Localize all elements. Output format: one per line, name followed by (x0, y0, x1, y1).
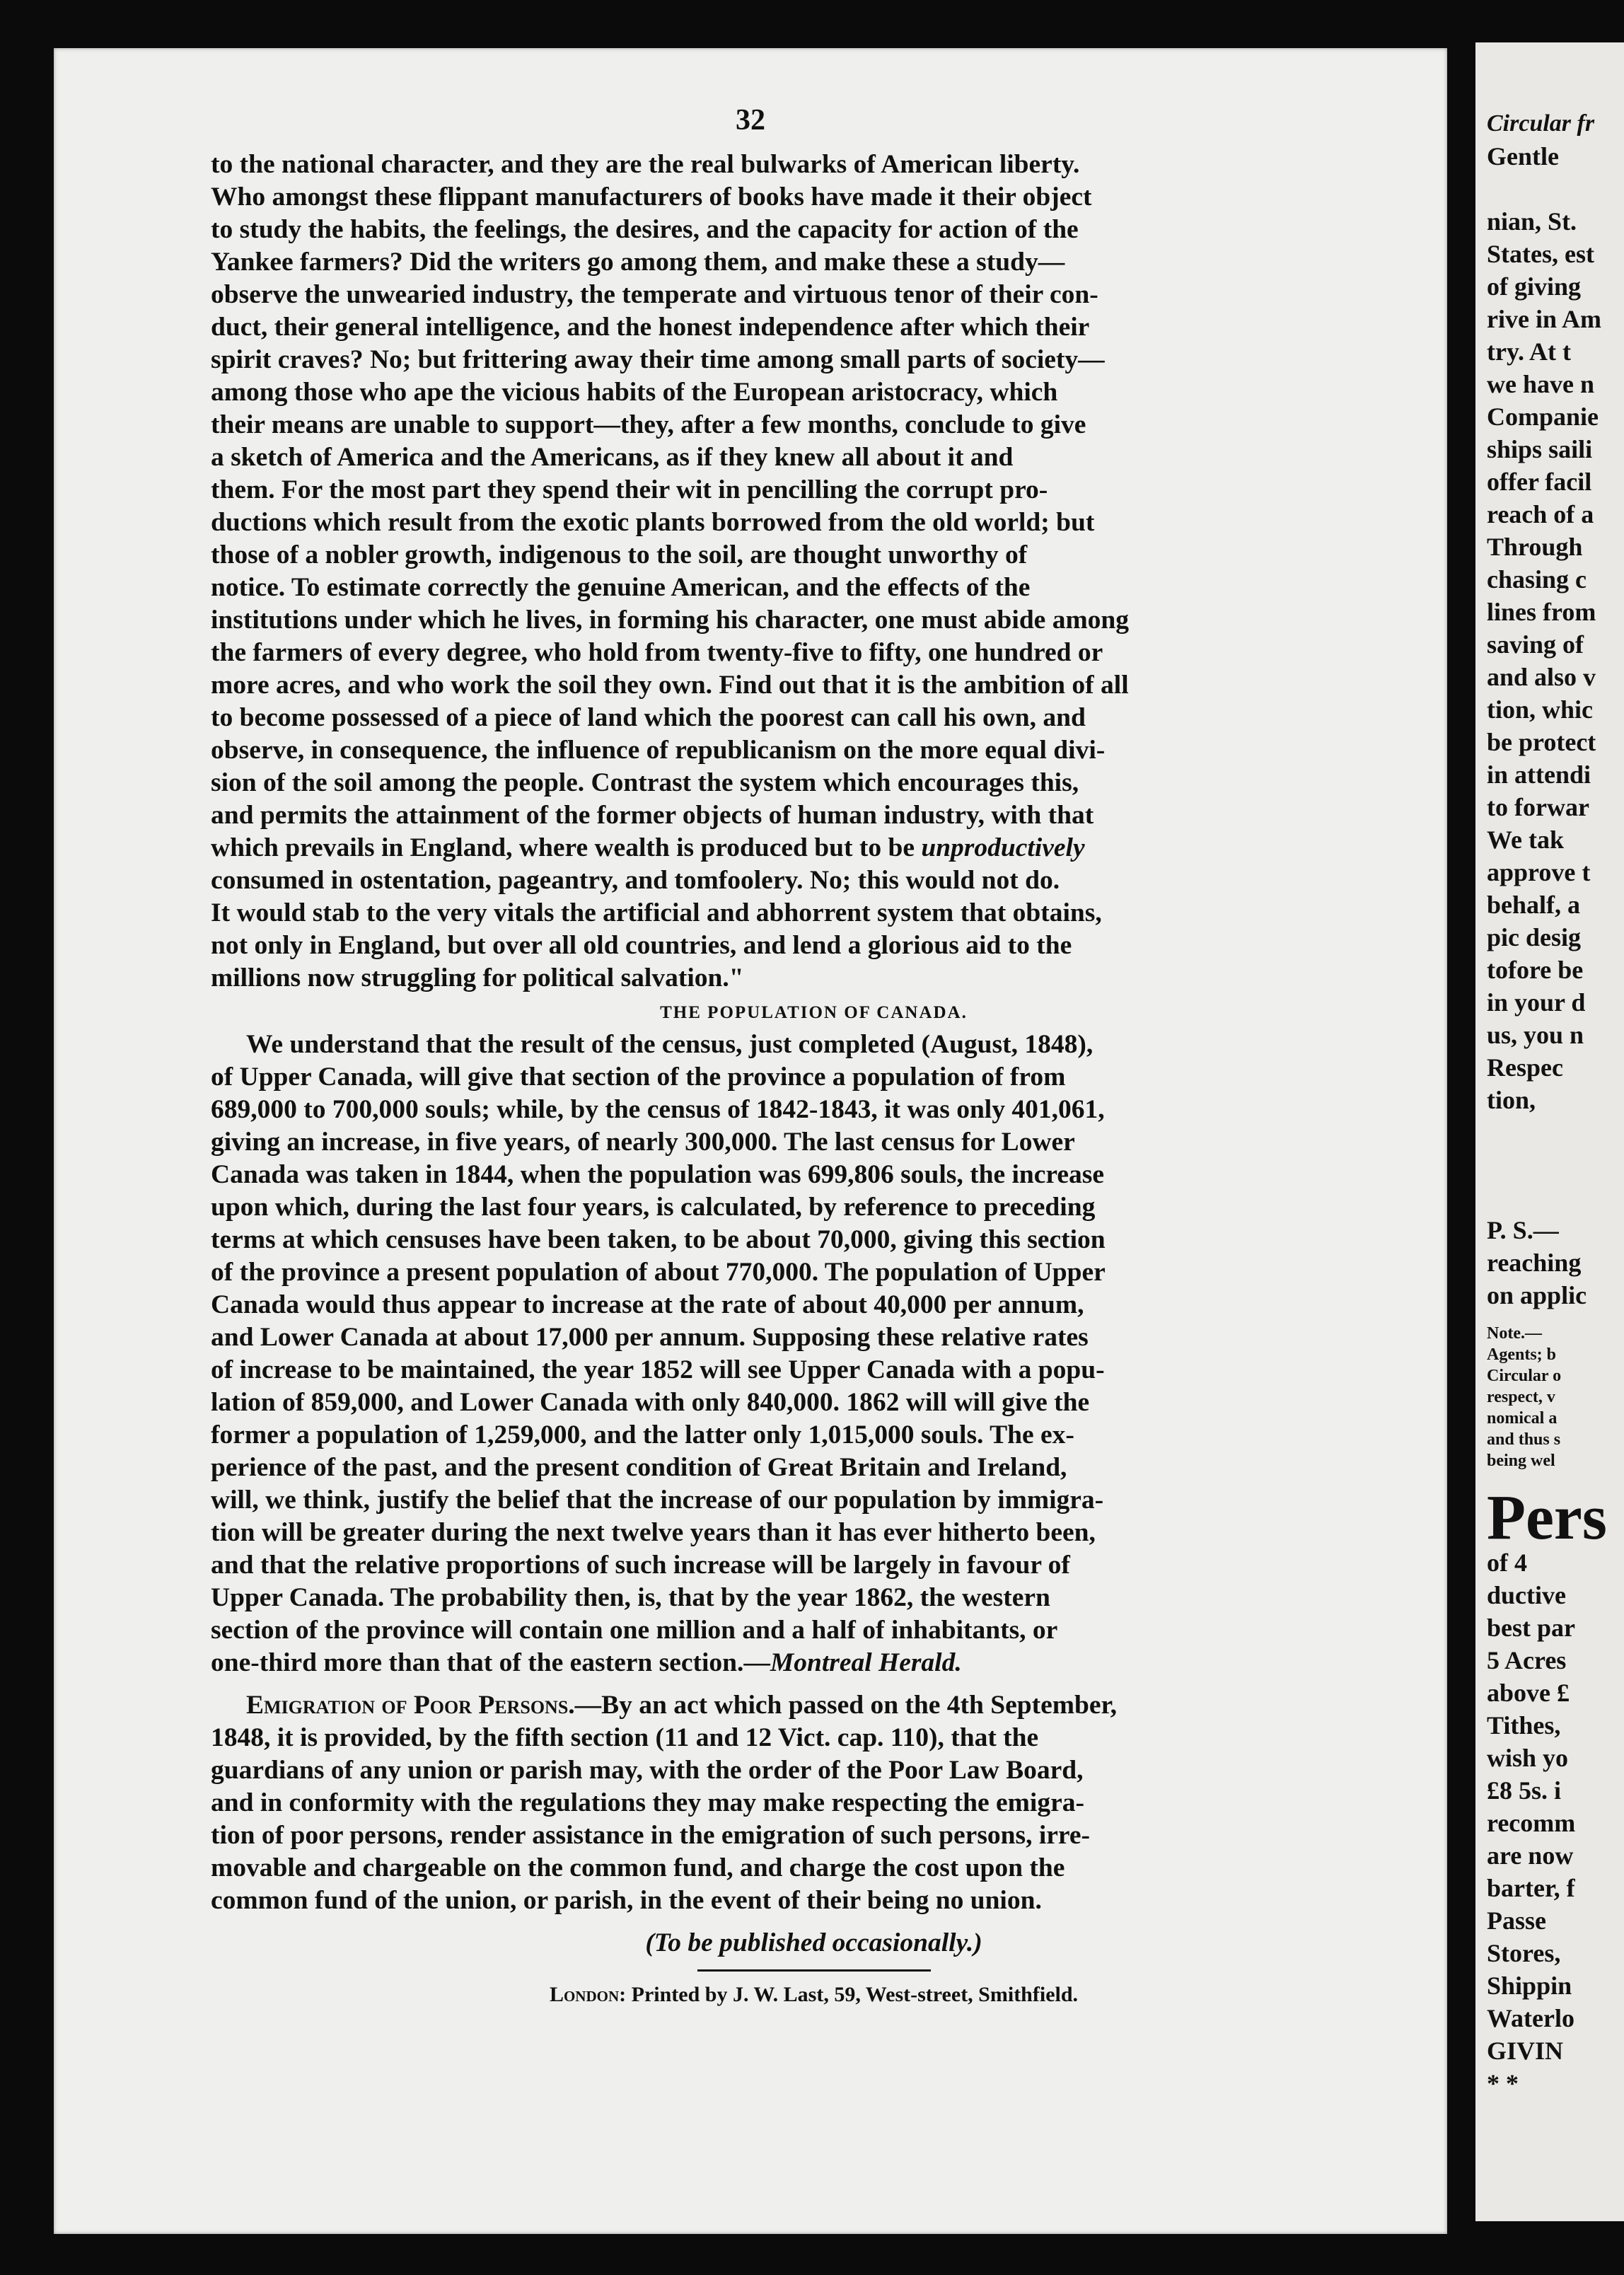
adjacent-text-line: saving of (1487, 630, 1584, 659)
text-line: common fund of the union, or parish, in the event of their being no union. (211, 1886, 1042, 1915)
adjacent-text-line: wish yo (1487, 1744, 1569, 1772)
adjacent-text-line: ships saili (1487, 435, 1593, 463)
text-line: duct, their general intelligence, and the honest independence after which their (211, 313, 1090, 342)
adjacent-page-big-letter: Pers (1487, 1483, 1607, 1553)
text-line: terms at which censuses have been taken, to be about 70,000, giving this section (211, 1225, 1106, 1254)
adjacent-small-line: nomical a (1487, 1409, 1558, 1428)
adjacent-text-line (1475, 1149, 1624, 1181)
adjacent-small-line: Circular o (1487, 1367, 1562, 1385)
adjacent-text-line: offer facil (1487, 468, 1592, 496)
text-line: We understand that the result of the census, just completed (August, 1848), (246, 1030, 1094, 1059)
text-line: Canada would thus appear to increase at the rate of about 40,000 per annum, (211, 1290, 1084, 1319)
italic-word: unproductively (921, 833, 1085, 862)
adjacent-text-line: tion, whic (1487, 695, 1594, 724)
adjacent-text-line: GIVIN (1487, 2037, 1564, 2065)
text-line: to the national character, and they are the real bulwarks of American liberty. (211, 150, 1080, 179)
text-line: section of the province will contain one million and a half of inhabitants, or (211, 1616, 1058, 1645)
text-line: will, we think, justify the belief that the increase of our population by immigra- (211, 1486, 1104, 1515)
adjacent-text-line: ductive (1487, 1581, 1566, 1609)
emigration-paragraph (211, 1722, 1417, 1917)
adjacent-text-line (1475, 173, 1624, 205)
adjacent-text-line: recomm (1487, 1809, 1576, 1837)
text-line: the farmers of every degree, who hold from twenty-five to fifty, one hundred or (211, 638, 1103, 667)
text-line: and Lower Canada at about 17,000 per annum. Supposing these relative rates (211, 1323, 1089, 1352)
adjacent-text-line: reach of a (1487, 500, 1594, 528)
adjacent-text-line: Waterlo (1487, 2004, 1574, 2032)
text-line: Who amongst these flippant manufacturers of books have made it their object (211, 183, 1092, 212)
adjacent-text-line: Passe (1487, 1906, 1546, 1935)
adjacent-small-line: Note.— (1487, 1324, 1542, 1343)
text-line: 1848, it is provided, by the fifth section (11 and 12 Vict. cap. 110), that the (211, 1723, 1039, 1752)
adjacent-text-line: 5 Acres (1487, 1646, 1567, 1674)
adjacent-text-line: pic desig (1487, 923, 1582, 951)
text-line: a sketch of America and the Americans, as if they knew all about it and (211, 443, 1014, 472)
text-line: and permits the attainment of the former objects of human industry, with that (211, 801, 1094, 830)
adjacent-small-line: being wel (1487, 1452, 1555, 1470)
text-line: to become possessed of a piece of land which the poorest can call his own, and (211, 703, 1086, 732)
adjacent-text-line: Respec (1487, 1053, 1563, 1082)
population-last-text: one-third more than that of the eastern section.— (211, 1648, 770, 1677)
text-line: not only in England, but over all old countries, and lend a glorious aid to the (211, 931, 1072, 960)
text-line: ductions which result from the exotic plants borrowed from the old world; but (211, 508, 1095, 537)
text-line: Yankee farmers? Did the writers go among them, and make these a study— (211, 248, 1065, 277)
population-last-line (211, 1647, 1417, 1679)
adjacent-text-line: us, you n (1487, 1021, 1584, 1049)
adjacent-page (1475, 42, 1624, 2221)
text-line: millions now struggling for political salvation." (211, 963, 744, 992)
text-line: tion will be greater during the next twelve years than it has ever hitherto been, (211, 1518, 1096, 1547)
adjacent-text-line: we have n (1487, 370, 1594, 398)
adjacent-text-line: barter, f (1487, 1874, 1575, 1902)
text-line: 689,000 to 700,000 souls; while, by the census of 1842-1843, it was only 401,061, (211, 1095, 1105, 1124)
adjacent-page-lines (1475, 42, 1624, 1312)
adjacent-text-line (1475, 1181, 1624, 1214)
text-line: of the province a present population of about 770,000. The population of Upper (211, 1258, 1106, 1287)
adjacent-text-line: nian, St. (1487, 207, 1577, 236)
adjacent-small-line: respect, v (1487, 1388, 1555, 1406)
adjacent-text-line: Tithes, (1487, 1711, 1561, 1739)
text-line: Canada was taken in 1844, when the population was 699,806 souls, the increase (211, 1160, 1105, 1189)
imprint-label: London (549, 1983, 620, 2006)
adjacent-text-line: in your d (1487, 988, 1586, 1017)
adjacent-text-line: States, est (1487, 240, 1594, 268)
text-line: them. For the most part they spend their wit in pencilling the corrupt pro- (211, 475, 1048, 504)
adjacent-text-line: of 4 (1487, 1548, 1527, 1577)
adjacent-text-line: best par (1487, 1614, 1575, 1642)
text-line: of Upper Canada, will give that section of the province a population of from (211, 1063, 1066, 1092)
adjacent-small-line: and thus s (1487, 1430, 1561, 1449)
adjacent-text-line: tion, (1487, 1086, 1536, 1114)
section-title: THE POPULATION OF CANADA. (660, 1003, 968, 1022)
text-line: observe the unwearied industry, the temperate and virtuous tenor of their con- (211, 280, 1098, 309)
adjacent-text-line: Gentle (1487, 142, 1559, 170)
text-line: and that the relative proportions of such increase will be largely in favour of (211, 1551, 1070, 1580)
adjacent-text-line: above £ (1487, 1679, 1570, 1707)
page-number: 32 (736, 104, 765, 137)
text-line: among those who ape the vicious habits of the European aristocracy, which (211, 378, 1058, 407)
adjacent-text-line: on applic (1487, 1281, 1587, 1309)
adjacent-text-line: £8 5s. i (1487, 1776, 1562, 1805)
text-line: movable and chargeable on the common fund, and charge the cost upon the (211, 1853, 1065, 1882)
adjacent-text-line: chasing c (1487, 565, 1587, 594)
text-line: more acres, and who work the soil they own. Find out that it is the ambition of all (211, 671, 1129, 700)
adjacent-text-line: tofore be (1487, 956, 1584, 984)
text-line: observe, in consequence, the influence of republicanism on the more equal divi- (211, 736, 1106, 765)
text-line: institutions under which he lives, in forming his character, one must abide among (211, 606, 1130, 635)
adjacent-text-line: approve t (1487, 858, 1591, 886)
quote-paragraph-end (211, 864, 1417, 995)
text-line: their means are unable to support—they, after a few months, conclude to give (211, 410, 1086, 439)
adjacent-text-line: Stores, (1487, 1939, 1561, 1967)
adjacent-text-line: lines from (1487, 598, 1596, 626)
emigration-first-line (211, 1689, 1417, 1722)
adjacent-text-line: rive in Am (1487, 305, 1601, 333)
text-line: notice. To estimate correctly the genuine American, and the effects of the (211, 573, 1031, 602)
text-line: of increase to be maintained, the year 1852 will see Upper Canada with a popu- (211, 1355, 1105, 1384)
text-line: consumed in ostentation, pageantry, and tomfoolery. No; this would not do. (211, 866, 1060, 895)
adjacent-text-line: P. S.— (1487, 1216, 1559, 1244)
quote-line-text: which prevails in England, where wealth is produced but to be (211, 833, 922, 862)
emigration-heading: Emigration of Poor Persons. (246, 1691, 575, 1720)
adjacent-text-line: Shippin (1487, 1972, 1572, 2000)
adjacent-text-line: in attendi (1487, 760, 1591, 789)
quote-paragraph (211, 149, 1417, 832)
adjacent-text-line: and also v (1487, 663, 1596, 691)
source-attribution: Montreal Herald. (770, 1648, 962, 1677)
adjacent-text-line: * * (1487, 2069, 1519, 2097)
text-line: those of a nobler growth, indigenous to the soil, are thought unworthy of (211, 540, 1028, 569)
text-line: and in conformity with the regulations they may make respecting the emigra- (211, 1788, 1084, 1817)
adjacent-page-advert (1475, 1546, 1624, 2100)
adjacent-text-line: reaching (1487, 1249, 1582, 1277)
adjacent-text-line: be protect (1487, 728, 1596, 756)
adjacent-text-line (1475, 1116, 1624, 1149)
article-body (211, 149, 1417, 2011)
text-line: giving an increase, in five years, of nearly 300,000. The last census for Lower (211, 1128, 1075, 1157)
text-line: former a population of 1,259,000, and the latter only 1,015,000 souls. The ex- (211, 1420, 1074, 1449)
adjacent-text-line: to forwar (1487, 793, 1589, 821)
emigration-first-text: —By an act which passed on the 4th September, (574, 1691, 1118, 1720)
population-paragraph (211, 1029, 1417, 1647)
text-line: perience of the past, and the present condition of Great Britain and Ireland, (211, 1453, 1067, 1482)
imprint-text: : Printed by J. W. Last, 59, West-street, Smithfield. (619, 1983, 1079, 2006)
text-line: Upper Canada. The probability then, is, that by the year 1862, the western (211, 1583, 1050, 1612)
adjacent-text-line: Through (1487, 533, 1583, 561)
text-line: upon which, during the last four years, is calculated, by reference to preceding (211, 1193, 1096, 1222)
adjacent-page-note (1475, 1312, 1624, 1471)
text-line: spirit craves? No; but frittering away their time among small parts of society— (211, 345, 1105, 374)
divider-rule (697, 1969, 931, 1972)
adjacent-text-line: behalf, a (1487, 891, 1581, 919)
text-line: It would stab to the very vitals the artificial and abhorrent system that obtains, (211, 898, 1102, 927)
adjacent-text-line: We tak (1487, 826, 1565, 854)
adjacent-text-line: Circular fr (1487, 110, 1595, 137)
text-line: sion of the soil among the people. Contrast the system which encourages this, (211, 768, 1079, 797)
text-line: lation of 859,000, and Lower Canada with only 840,000. 1862 will will give the (211, 1388, 1090, 1417)
adjacent-small-line: Agents; b (1487, 1345, 1557, 1364)
publication-note: (To be published occasionally.) (645, 1928, 982, 1957)
text-line: to study the habits, the feelings, the desires, and the capacity for action of the (211, 215, 1079, 244)
adjacent-text-line: Companie (1487, 403, 1599, 431)
page-sheet (54, 48, 1447, 2234)
text-line: guardians of any union or parish may, with the order of the Poor Law Board, (211, 1756, 1084, 1785)
adjacent-text-line: are now (1487, 1841, 1574, 1870)
adjacent-text-line: of giving (1487, 272, 1582, 301)
imprint (211, 1979, 1417, 2011)
quote-paragraph-line-22 (211, 832, 1417, 864)
text-line: tion of poor persons, render assistance in the emigration of such persons, irre- (211, 1821, 1091, 1850)
adjacent-text-line: try. At t (1487, 337, 1571, 366)
